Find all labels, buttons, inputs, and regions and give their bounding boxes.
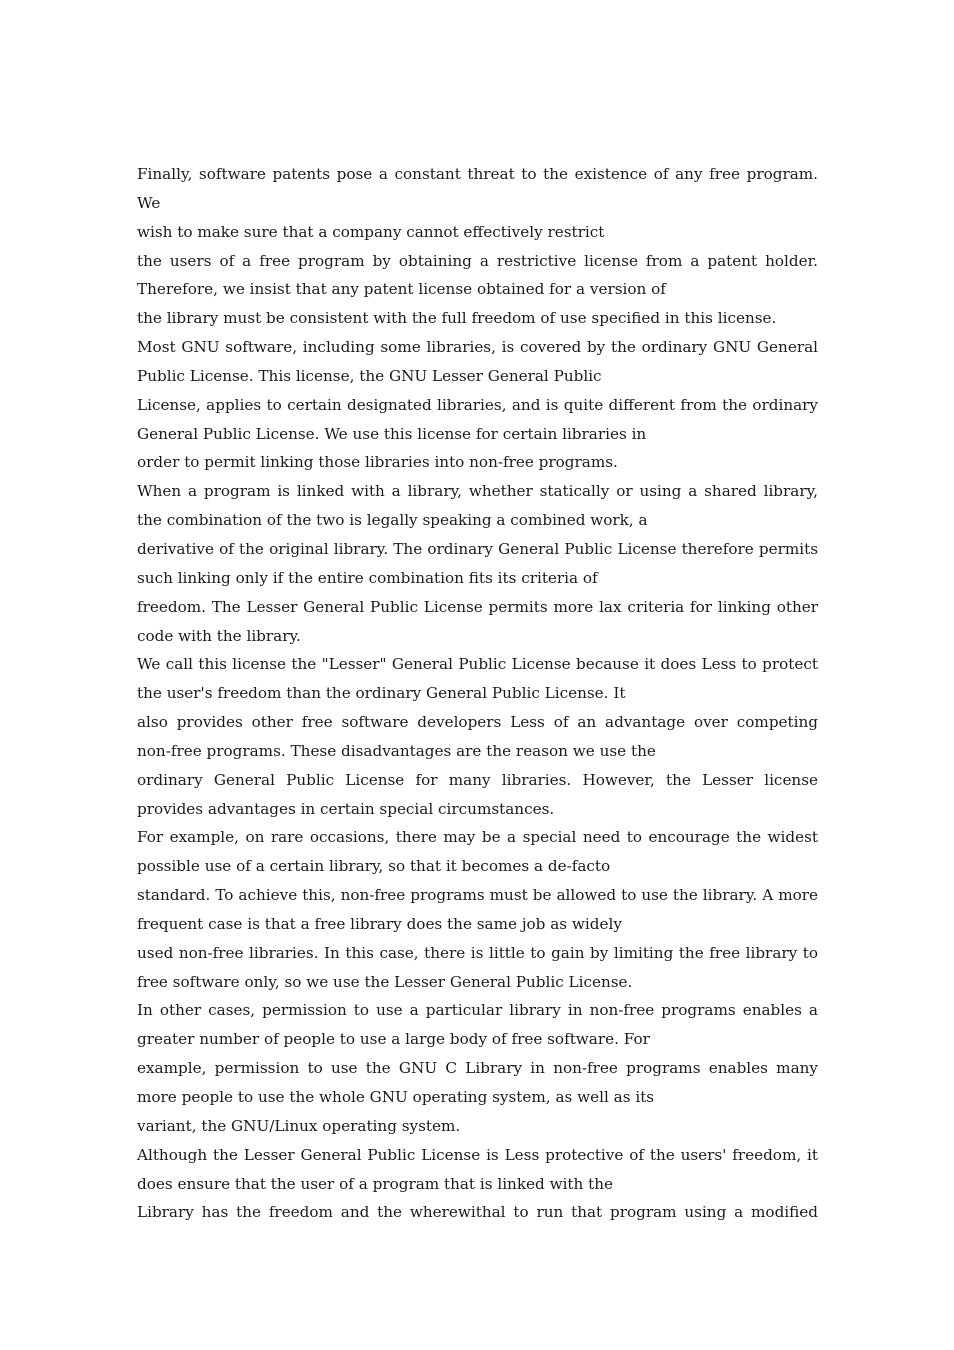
text-line: does ensure that the user of a program that is linked with the — [137, 1174, 614, 1193]
document-body — [137, 160, 818, 1227]
text-line: example, permission to use the GNU C Library in non-free programs enables many — [137, 1059, 818, 1078]
text-line: the user's freedom than the ordinary General Public License. It — [137, 684, 626, 703]
text-line: order to permit linking those libraries into non-free programs. — [137, 453, 618, 472]
text-line: We call this license the "Lesser" General Public License because it does Less to protect — [137, 655, 818, 674]
text-line: Finally, software patents pose a constant threat to the existence of any free program. We — [137, 165, 818, 212]
text-line: Library has the freedom and the wherewithal to run that program using a modified — [137, 1203, 818, 1222]
text-line: the users of a free program by obtaining a restrictive license from a patent holder. — [137, 251, 818, 270]
text-line: code with the library. — [137, 626, 301, 645]
text-line: derivative of the original library. The ordinary General Public License therefore permits — [137, 539, 818, 558]
text-line: standard. To achieve this, non-free programs must be allowed to use the library. A more — [137, 886, 818, 905]
text-line: wish to make sure that a company cannot effectively restrict — [137, 222, 605, 241]
text-line: freedom. The Lesser General Public License permits more lax criteria for linking other — [137, 597, 818, 616]
text-line: provides advantages in certain special circumstances. — [137, 799, 555, 818]
text-line: the library must be consistent with the full freedom of use specified in this license. — [137, 309, 777, 328]
text-line: Although the Lesser General Public License is Less protective of the users' freedom, it — [137, 1145, 818, 1164]
text-line: Most GNU software, including some libraries, is covered by the ordinary GNU General — [137, 338, 818, 357]
text-line: Therefore, we insist that any patent license obtained for a version of — [137, 280, 666, 299]
text-line: ordinary General Public License for many libraries. However, the Lesser license — [137, 770, 818, 789]
text-line: more people to use the whole GNU operating system, as well as its — [137, 1088, 655, 1106]
text-line: used non-free libraries. In this case, there is little to gain by limiting the free library to — [137, 943, 818, 962]
text-line: free software only, so we use the Lesser General Public License. — [137, 972, 633, 991]
text-line: variant, the GNU/Linux operating system. — [137, 1116, 461, 1135]
text-line: the combination of the two is legally speaking a combined work, a — [137, 511, 648, 530]
text-line: When a program is linked with a library, whether statically or using a shared library, — [137, 482, 818, 501]
text-line: License, applies to certain designated libraries, and is quite different from the ordinary — [137, 395, 818, 414]
text-line: such linking only if the entire combination fits its criteria of — [137, 568, 598, 587]
text-line: frequent case is that a free library does the same job as widely — [137, 914, 622, 933]
text-line: In other cases, permission to use a particular library in non-free programs enables a — [137, 1001, 818, 1020]
text-line: General Public License. We use this license for certain libraries in — [137, 424, 647, 443]
text-line: For example, on rare occasions, there may be a special need to encourage the widest — [137, 828, 818, 847]
text-line: greater number of people to use a large body of free software. For — [137, 1030, 650, 1049]
text-line: non-free programs. These disadvantages are the reason we use the — [137, 741, 656, 760]
text-line: also provides other free software developers Less of an advantage over competing — [137, 713, 818, 732]
text-line: possible use of a certain library, so that it becomes a de-facto — [137, 857, 611, 876]
text-line: Public License. This license, the GNU Lesser General Public — [137, 366, 602, 385]
